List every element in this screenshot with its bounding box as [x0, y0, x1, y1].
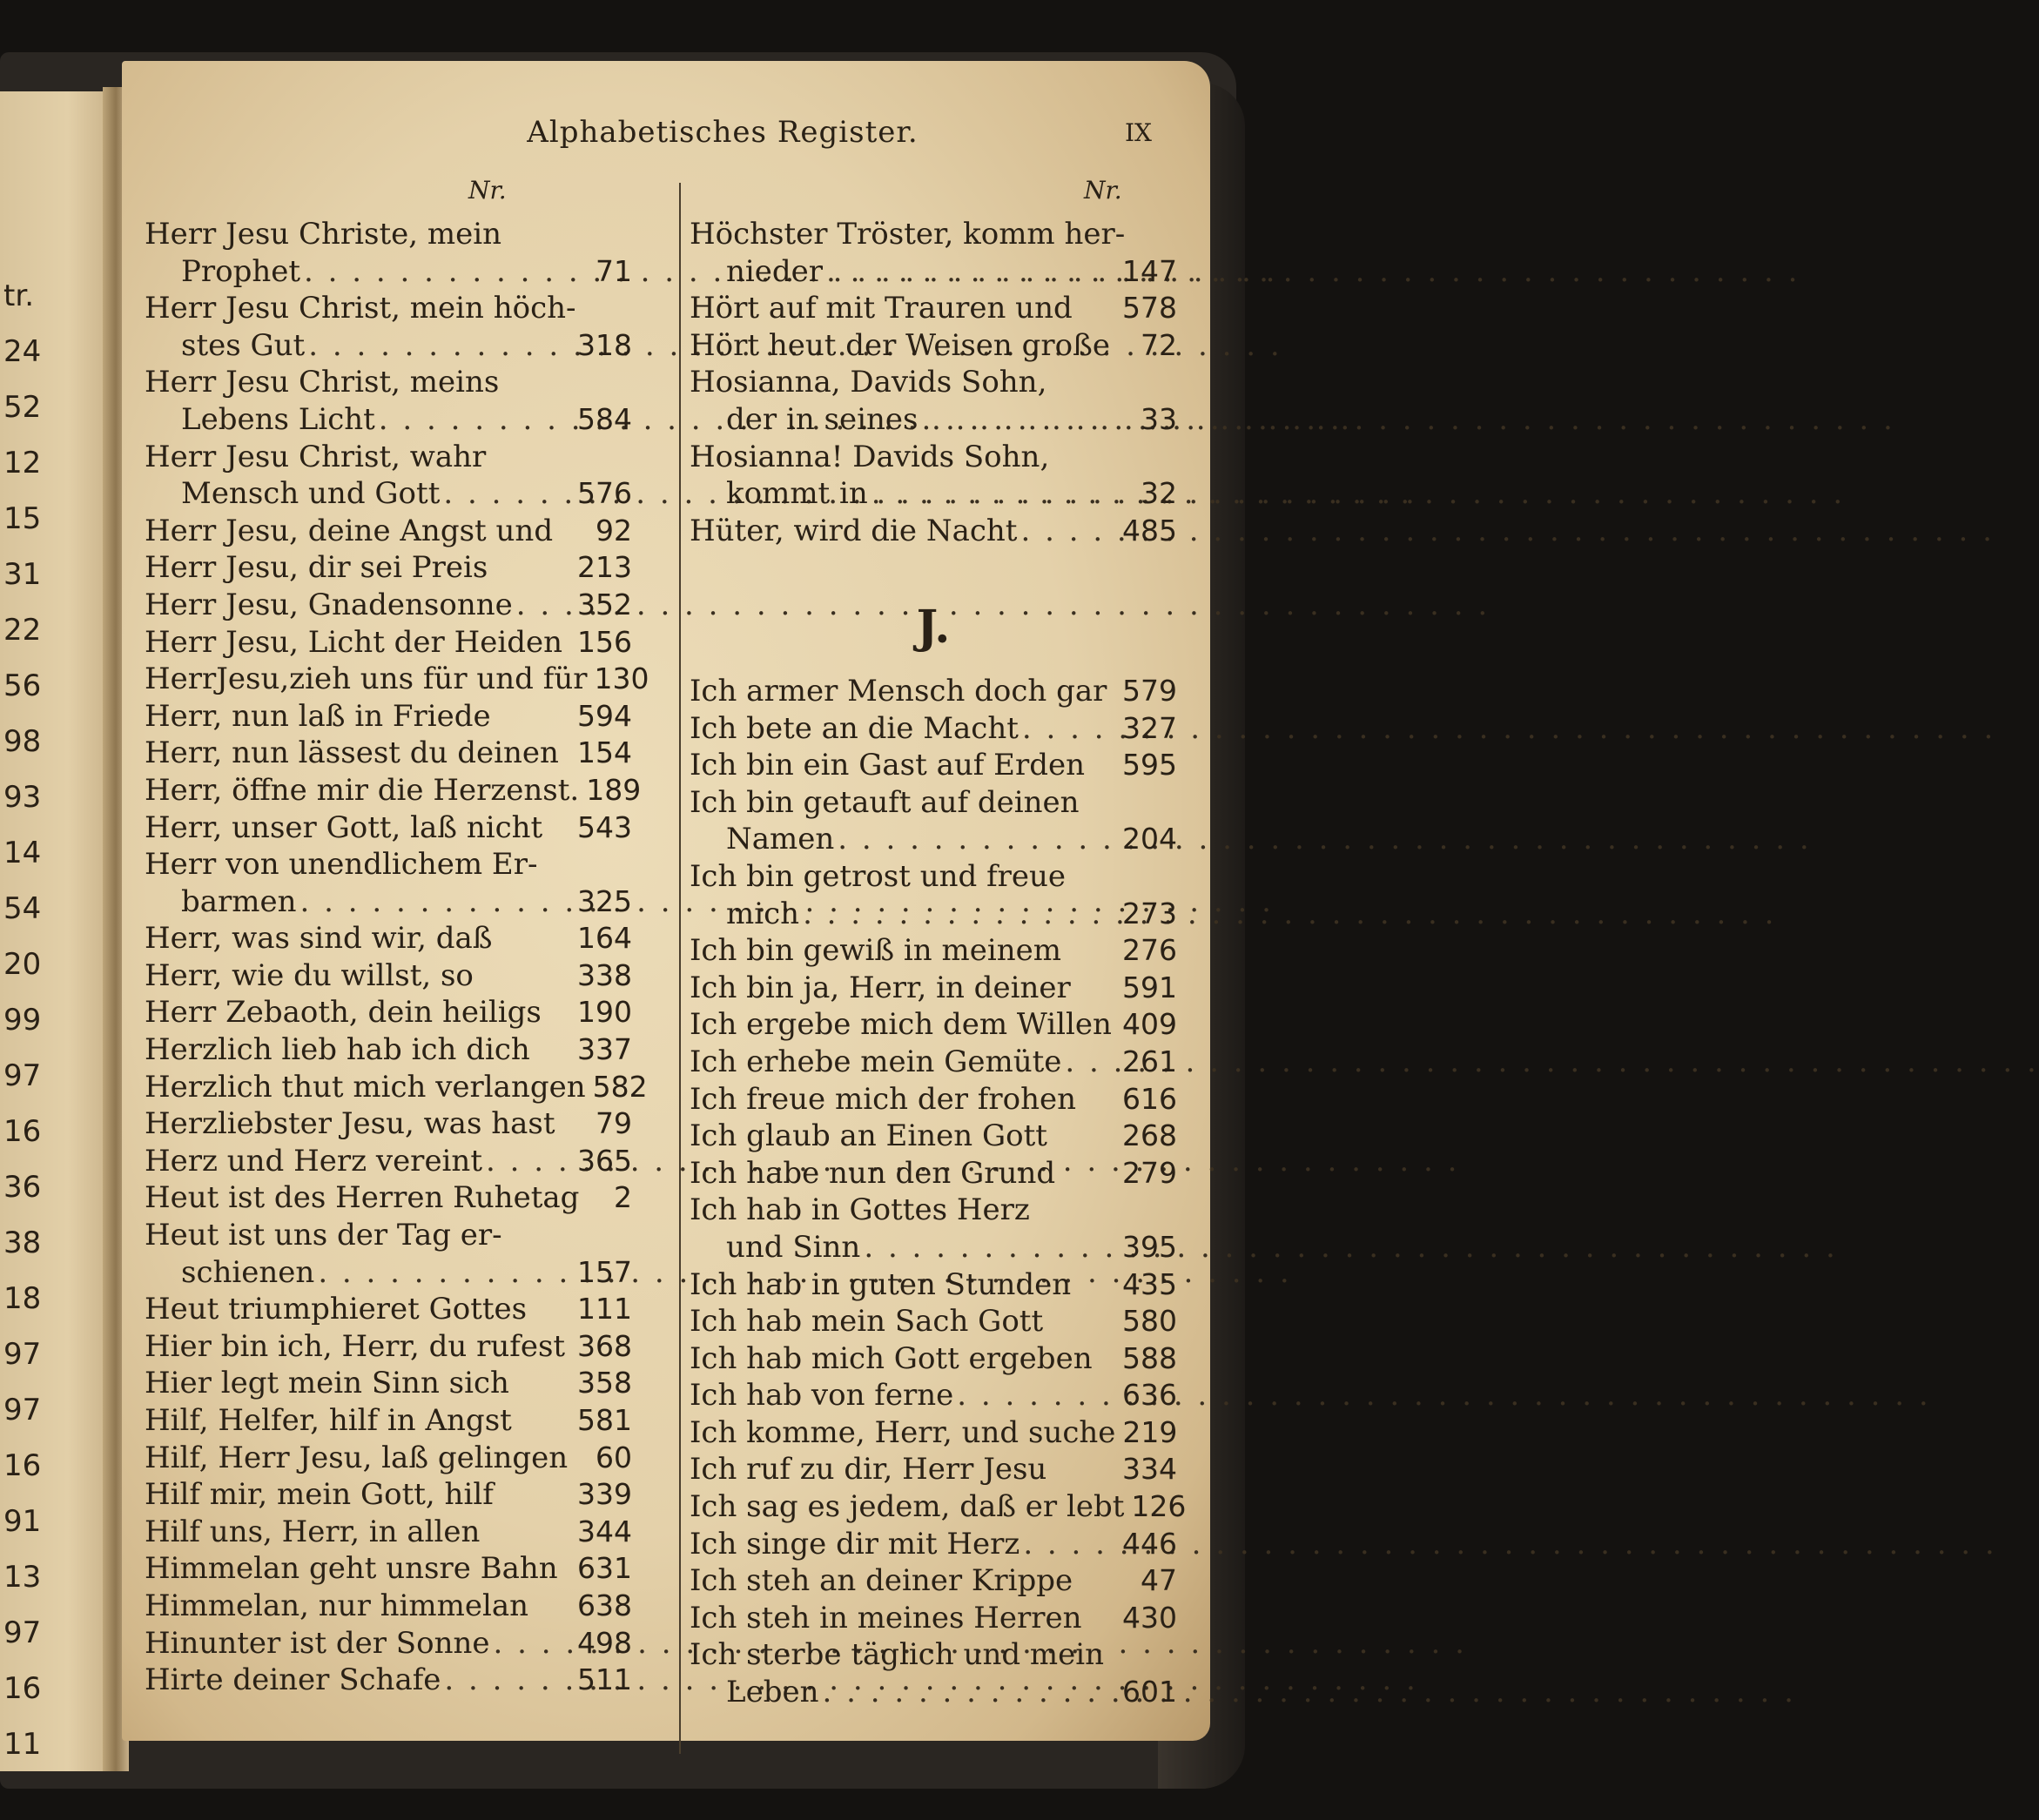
hymn-number: 325 — [577, 883, 632, 918]
hymn-number: 430 — [1122, 1600, 1177, 1635]
entry-title: kommt in — [726, 476, 868, 512]
register-entry — [145, 772, 642, 809]
entry-title: Hilf uns, Herr, in allen — [145, 1514, 481, 1549]
register-entry — [145, 1476, 632, 1514]
entry-title: Herr Jesu Christ, meins — [145, 365, 500, 400]
left-page-fragment: 24 — [3, 334, 42, 369]
hymn-number: 33 — [1141, 401, 1177, 436]
register-entry — [690, 1303, 1177, 1340]
entry-title: Lebens Licht — [181, 401, 375, 437]
register-entry — [145, 846, 632, 883]
hymn-number: 395 — [1122, 1229, 1177, 1264]
entry-title: Herr Jesu Christe, mein — [145, 217, 502, 252]
hymn-number: 92 — [596, 513, 632, 547]
left-page-fragment: 91 — [3, 1504, 42, 1539]
entry-title: Prophet — [181, 253, 301, 289]
entry-title: Herr, nun laß in Friede — [145, 698, 491, 734]
entry-title: Mensch und Gott — [181, 476, 441, 512]
hymn-number: 601 — [1122, 1675, 1177, 1709]
entry-title: der in seines — [726, 401, 919, 437]
register-entry — [145, 1588, 632, 1625]
register-entry — [145, 1291, 632, 1328]
hymn-number: 358 — [577, 1366, 632, 1400]
left-register-column — [145, 216, 649, 1699]
hymn-number: 334 — [1122, 1452, 1177, 1487]
entry-title: Hilf, Helfer, hilf in Angst — [145, 1403, 512, 1438]
page-title: Alphabetisches Register. — [527, 115, 919, 150]
hymn-number: 338 — [577, 957, 632, 992]
register-entry — [145, 1105, 632, 1143]
hymn-number: 636 — [1122, 1378, 1177, 1413]
left-page-fragment: 98 — [3, 724, 42, 759]
entry-title: Herr, unser Gott, laß nicht — [145, 809, 543, 845]
register-entry — [690, 1414, 1177, 1452]
entry-title: Ich bin getrost und freue — [690, 858, 1067, 894]
hymn-number: 60 — [596, 1440, 632, 1474]
register-entry — [690, 475, 1177, 513]
hymn-number: 580 — [1122, 1304, 1177, 1339]
register-entry — [145, 1328, 632, 1366]
register-entry — [145, 994, 632, 1031]
leader-dots — [838, 821, 1119, 858]
register-entry — [145, 549, 632, 587]
hymn-number: 337 — [577, 1032, 632, 1067]
hymn-number: 498 — [577, 1625, 632, 1660]
register-entry — [145, 513, 632, 550]
register-entry — [145, 920, 632, 957]
left-page-fragment: 22 — [3, 613, 42, 648]
left-page-fragment: 20 — [3, 947, 42, 982]
entry-title: Hilf, Herr Jesu, laß gelingen — [145, 1440, 569, 1475]
register-entry — [145, 698, 632, 735]
hymn-number: 47 — [1141, 1563, 1177, 1598]
leader-dots — [1023, 1526, 1119, 1563]
entry-title: Hier bin ich, Herr, du rufest — [145, 1328, 566, 1364]
hymn-number: 365 — [577, 1143, 632, 1178]
leader-dots — [443, 475, 574, 513]
register-entry — [690, 1674, 1177, 1711]
left-page-fragment: 38 — [3, 1226, 42, 1260]
register-entry — [145, 290, 632, 327]
register-entry — [690, 290, 1177, 327]
leader-dots — [304, 253, 592, 291]
entry-title: Ich hab in guten Stunden — [690, 1266, 1072, 1302]
entry-title: Ich bin ein Gast auf Erden — [690, 748, 1085, 783]
register-entry — [690, 932, 1177, 970]
register-entry — [145, 1662, 632, 1699]
hymn-number: 279 — [1122, 1155, 1177, 1190]
hymn-number: 126 — [1131, 1489, 1187, 1524]
left-page-fragment: 13 — [3, 1560, 42, 1595]
leader-dots — [1020, 513, 1119, 550]
entry-title: Hilf mir, mein Gott, hilf — [145, 1477, 494, 1513]
entry-title: Ich erhebe mein Gemüte — [690, 1044, 1062, 1079]
entry-title: HerrJesu,zieh uns für und für — [145, 662, 588, 697]
entry-title: Namen — [726, 822, 835, 857]
register-entry — [145, 439, 632, 476]
register-entry — [690, 1600, 1177, 1637]
hymn-number: 190 — [577, 995, 632, 1030]
register-entry — [690, 1526, 1177, 1563]
entry-title: Herr Jesu, dir sei Preis — [145, 550, 488, 586]
register-entry — [145, 1143, 632, 1180]
hymn-number: 511 — [577, 1662, 632, 1697]
entry-title: Herzliebster Jesu, was hast — [145, 1106, 555, 1142]
entry-title: Höchster Tröster, komm her- — [690, 217, 1126, 252]
hymn-number: 204 — [1122, 822, 1177, 856]
entry-title: Herr Jesu, Gnadensonne — [145, 587, 513, 622]
entry-title: Ich sag es jedem, daß er lebt — [690, 1489, 1125, 1525]
hymn-number: 581 — [577, 1403, 632, 1437]
register-entry — [690, 253, 1177, 291]
register-entry — [690, 1192, 1177, 1229]
leader-dots — [826, 253, 1119, 291]
entry-title: nieder — [726, 253, 824, 289]
register-entry — [145, 1031, 632, 1069]
leader-dots — [1022, 710, 1119, 748]
entry-title: Herr von unendlichem Er- — [145, 847, 538, 883]
left-page-fragment: 16 — [3, 1671, 42, 1706]
entry-title: Hirte deiner Schafe — [145, 1662, 441, 1698]
leader-dots — [516, 587, 574, 624]
hymn-number: 591 — [1122, 970, 1177, 1004]
register-entry — [145, 1550, 632, 1588]
register-entry — [690, 858, 1177, 896]
entry-title: Herr, nun lässest du deinen — [145, 735, 559, 771]
leader-dots — [318, 1254, 574, 1292]
hymn-number: 446 — [1122, 1526, 1177, 1561]
hymn-number: 344 — [577, 1514, 632, 1548]
register-entry — [145, 216, 632, 253]
hymn-number: 543 — [577, 809, 632, 844]
hymn-number: 594 — [577, 698, 632, 733]
register-entry — [690, 747, 1177, 784]
hymn-number: 352 — [577, 587, 632, 621]
register-entry — [690, 1451, 1177, 1488]
entry-title: Herr Jesu, Licht der Heiden — [145, 624, 563, 660]
hymn-number: 631 — [577, 1551, 632, 1586]
entry-title: Ich hab von ferne — [690, 1378, 954, 1414]
left-page-fragment: 54 — [3, 891, 42, 926]
hymn-number: 368 — [577, 1328, 632, 1363]
left-page-fragment: 14 — [3, 836, 42, 870]
register-entry — [145, 1069, 648, 1106]
register-entry — [690, 1155, 1177, 1192]
entry-title: Hüter, wird die Nacht — [690, 513, 1018, 548]
entry-title: Ich komme, Herr, und suche — [690, 1414, 1116, 1450]
hymn-number: 213 — [577, 550, 632, 585]
hymn-number: 273 — [1122, 896, 1177, 930]
hymn-number: 485 — [1122, 513, 1177, 547]
hymn-number: 72 — [1141, 327, 1177, 362]
register-entry — [690, 673, 1177, 710]
entry-title: Ich bin gewiß in meinem — [690, 933, 1061, 969]
right-register-column-j — [690, 673, 1187, 1711]
entry-title: Herzlich thut mich verlangen — [145, 1069, 586, 1105]
leader-dots — [921, 401, 1137, 439]
entry-title: Ich habe nun den Grund — [690, 1155, 1056, 1191]
register-entry — [690, 327, 1177, 365]
register-entry — [690, 401, 1177, 439]
register-entry — [145, 1179, 632, 1217]
leader-dots — [957, 1377, 1119, 1414]
register-entry — [690, 513, 1177, 550]
left-page-fragment: 97 — [3, 1615, 42, 1650]
leader-dots — [822, 1674, 1119, 1711]
hymn-number: 579 — [1122, 674, 1177, 708]
entry-title: Herr Zebaoth, dein heiligs — [145, 995, 542, 1031]
hymn-number: 582 — [592, 1069, 648, 1104]
entry-title: Ich ergebe mich dem Willen — [690, 1007, 1112, 1043]
register-entry — [690, 970, 1177, 1007]
entry-title: Ich steh in meines Herren — [690, 1600, 1082, 1635]
hymn-number: 261 — [1122, 1044, 1177, 1078]
register-entry — [145, 957, 632, 995]
right-register-column-h — [690, 216, 1177, 549]
hymn-number: 576 — [577, 476, 632, 511]
leader-dots — [486, 1143, 574, 1180]
left-page-fragment: 97 — [3, 1058, 42, 1093]
register-entry — [690, 1081, 1177, 1118]
hymn-number: 616 — [1122, 1081, 1177, 1116]
register-page — [122, 61, 1210, 1741]
register-entry — [145, 1365, 632, 1402]
register-entry — [690, 784, 1177, 822]
entry-title: Ich hab mich Gott ergeben — [690, 1340, 1093, 1376]
entry-title: Hört heut der Weisen große — [690, 327, 1110, 363]
left-page-fragment: 56 — [3, 668, 42, 703]
entry-title: Heut ist uns der Tag er- — [145, 1218, 502, 1253]
hymn-number: 276 — [1122, 933, 1177, 968]
register-entry — [690, 1340, 1177, 1378]
entry-title: Himmelan geht unsre Bahn — [145, 1551, 558, 1587]
entry-title: Herr, wie du willst, so — [145, 957, 474, 993]
left-page-fragment: tr. — [3, 279, 34, 313]
entry-title: Ich glaub an Einen Gott — [690, 1118, 1047, 1154]
right-column-head: Nr. — [1084, 176, 1122, 205]
entry-title: Hört auf mit Trauren und — [690, 291, 1073, 326]
register-entry — [690, 364, 1177, 401]
hymn-number: 147 — [1122, 253, 1177, 288]
hymn-number: 588 — [1122, 1340, 1177, 1375]
hymn-number: 32 — [1141, 476, 1177, 511]
page-number: IX — [1125, 118, 1152, 147]
hymn-number: 318 — [577, 327, 632, 362]
hymn-number: 130 — [594, 662, 649, 696]
register-entry — [690, 1006, 1177, 1044]
hymn-number: 339 — [577, 1477, 632, 1512]
leader-dots — [871, 475, 1137, 513]
register-entry — [690, 216, 1177, 253]
entry-title: Herr Jesu Christ, wahr — [145, 439, 487, 474]
register-entry — [145, 1254, 632, 1292]
left-page-fragment: 97 — [3, 1337, 42, 1372]
register-entry — [690, 1636, 1177, 1674]
register-entry — [145, 475, 632, 513]
entry-title: Heut ist des Herren Ruhetag — [145, 1180, 580, 1216]
entry-title: und Sinn — [726, 1229, 861, 1265]
register-entry — [145, 661, 649, 698]
leader-dots — [308, 327, 574, 365]
register-entry — [145, 253, 632, 291]
register-entry — [690, 1377, 1177, 1414]
register-entry — [690, 710, 1177, 748]
leader-dots — [864, 1229, 1119, 1266]
register-entry — [690, 1562, 1177, 1600]
hymn-number: 164 — [577, 921, 632, 956]
entry-title: Herr Jesu Christ, mein höch- — [145, 291, 576, 326]
hymn-number: 327 — [1122, 710, 1177, 745]
entry-title: stes Gut — [181, 327, 306, 363]
entry-title: Ich bete an die Macht — [690, 710, 1019, 746]
leader-dots — [1065, 1044, 1119, 1081]
hymn-number: 409 — [1122, 1007, 1177, 1042]
entry-title: Leben — [726, 1675, 819, 1710]
register-entry — [145, 327, 632, 365]
entry-title: Herr, was sind wir, daß — [145, 921, 493, 957]
entry-title: Herr Jesu, deine Angst und — [145, 513, 554, 548]
entry-title: Hinunter ist der Sonne — [145, 1625, 490, 1661]
left-page-fragment: 16 — [3, 1114, 42, 1149]
register-entry — [690, 896, 1177, 933]
register-entry — [690, 1118, 1177, 1155]
entry-title: Hier legt mein Sinn sich — [145, 1366, 509, 1401]
leader-dots — [300, 883, 574, 921]
register-entry — [145, 809, 632, 847]
left-page-fragment: 12 — [3, 446, 42, 480]
entry-title: Ich sterbe täglich und mein — [690, 1637, 1105, 1673]
left-page-fragment: 15 — [3, 501, 42, 536]
hymn-number: 638 — [577, 1588, 632, 1622]
entry-title: Ich armer Mensch doch gar — [690, 674, 1107, 709]
register-entry — [145, 1514, 632, 1551]
left-column-head: Nr. — [468, 176, 507, 205]
hymn-number: 71 — [596, 253, 632, 288]
left-page-fragment: 18 — [3, 1281, 42, 1316]
entry-title: Hosianna, Davids Sohn, — [690, 365, 1047, 400]
entry-title: Ich ruf zu dir, Herr Jesu — [690, 1452, 1047, 1488]
register-entry — [145, 735, 632, 772]
leader-dots — [444, 1662, 574, 1699]
entry-title: Hosianna! Davids Sohn, — [690, 439, 1050, 474]
hymn-number: 79 — [596, 1106, 632, 1141]
entry-title: Ich bin ja, Herr, in deiner — [690, 970, 1071, 1005]
register-entry — [145, 1217, 632, 1254]
hymn-number: 2 — [614, 1180, 632, 1215]
register-entry — [145, 587, 632, 624]
entry-title: Herzlich lieb hab ich dich — [145, 1032, 530, 1068]
entry-title: Ich hab mein Sach Gott — [690, 1304, 1044, 1340]
register-entry — [145, 883, 632, 921]
hymn-number: 189 — [586, 772, 642, 807]
hymn-number: 219 — [1122, 1414, 1178, 1449]
hymn-number: 584 — [577, 401, 632, 436]
entry-title: Ich bin getauft auf deinen — [690, 784, 1080, 820]
left-page-fragment: 11 — [3, 1727, 42, 1762]
left-page-edge — [0, 91, 113, 1771]
register-entry — [690, 439, 1177, 476]
left-page-fragment: 97 — [3, 1393, 42, 1427]
leader-dots — [803, 896, 1119, 933]
entry-title: Herz und Herz vereint — [145, 1143, 482, 1179]
entry-title: Ich hab in Gottes Herz — [690, 1192, 1030, 1228]
entry-title: Ich freue mich der frohen — [690, 1081, 1076, 1117]
left-page-fragment: 36 — [3, 1170, 42, 1205]
register-entry — [690, 1266, 1177, 1304]
entry-title: Ich steh an deiner Krippe — [690, 1563, 1073, 1599]
hymn-number: 157 — [577, 1254, 632, 1289]
entry-title: Heut triumphieret Gottes — [145, 1292, 528, 1327]
entry-title: barmen — [181, 883, 297, 919]
register-entry — [145, 1402, 632, 1440]
section-letter-j: J. — [916, 601, 951, 654]
left-page-fragment: 93 — [3, 780, 42, 815]
hymn-number: 156 — [577, 624, 632, 659]
register-entry — [145, 1625, 632, 1662]
register-entry — [145, 364, 632, 401]
entry-title: schienen — [181, 1254, 315, 1290]
left-page-fragment: 31 — [3, 557, 42, 592]
left-page-fragment: 99 — [3, 1003, 42, 1038]
register-entry — [145, 1440, 632, 1477]
left-page-fragment: 16 — [3, 1448, 42, 1483]
hymn-number: 595 — [1122, 748, 1177, 782]
left-page-fragment: 52 — [3, 390, 42, 425]
entry-title: mich — [726, 896, 800, 931]
register-entry — [690, 1229, 1177, 1266]
hymn-number: 578 — [1122, 291, 1177, 326]
register-entry — [690, 1488, 1187, 1526]
register-entry — [690, 1044, 1177, 1081]
leader-dots — [493, 1625, 574, 1662]
hymn-number: 154 — [577, 735, 632, 770]
register-entry — [145, 401, 632, 439]
entry-title: Himmelan, nur himmelan — [145, 1588, 529, 1623]
hymn-number: 111 — [577, 1292, 632, 1326]
register-entry — [145, 624, 632, 662]
entry-title: Herr, öffne mir die Herzenst. — [145, 772, 580, 808]
hymn-number: 435 — [1122, 1266, 1177, 1301]
register-entry — [690, 821, 1177, 858]
hymn-number: 268 — [1122, 1118, 1177, 1153]
leader-dots — [379, 401, 574, 439]
entry-title: Ich singe dir mit Herz — [690, 1526, 1020, 1561]
